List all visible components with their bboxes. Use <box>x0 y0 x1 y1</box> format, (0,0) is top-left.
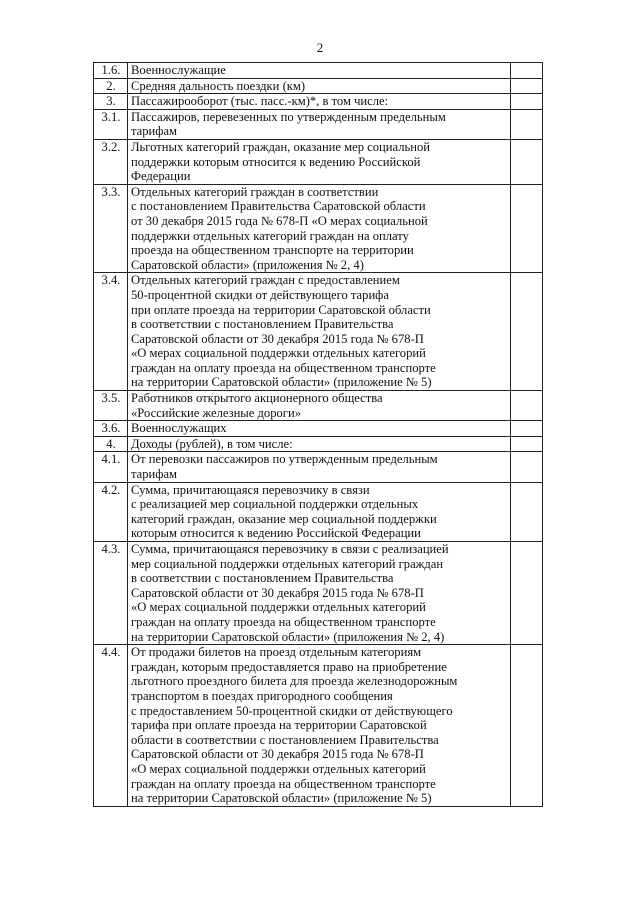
table-row <box>94 482 543 541</box>
row-description: Льготных категорий граждан, оказание мер социальной поддержки которым относится к ведению Российской Федерации <box>128 139 511 184</box>
row-description: Военнослужащие <box>128 63 511 79</box>
table-row <box>94 63 543 79</box>
table-row <box>94 109 543 139</box>
row-number: 1.6. <box>94 63 128 79</box>
row-value-cell <box>511 139 543 184</box>
table-row <box>94 452 543 482</box>
row-number: 4.4. <box>94 645 128 807</box>
row-description: Работников открытого акционерного общества «Российские железные дороги» <box>128 391 511 421</box>
row-description: Сумма, причитающаяся перевозчику в связи с реализацией мер социальной поддержки отдельных категорий граждан, оказание мер социальной поддержки которым относится к ведению Российской Федерации <box>128 482 511 541</box>
row-value-cell <box>511 452 543 482</box>
row-description: Пассажирооборот (тыс. пасс.-км)*, в том числе: <box>128 94 511 110</box>
row-description: От перевозки пассажиров по утвержденным предельным тарифам <box>128 452 511 482</box>
row-value-cell <box>511 436 543 452</box>
row-number: 3.3. <box>94 184 128 273</box>
row-number: 4.3. <box>94 542 128 645</box>
row-value-cell <box>511 109 543 139</box>
row-description: Отдельных категорий граждан в соответствии с постановлением Правительства Саратовской области от 30 декабря 2015 года № 678-П «О мерах социальной поддержки отдельных категорий граждан на оплату проезда на общественном транспорте на территории Саратовской области» (приложения № 2, 4) <box>128 184 511 273</box>
table-row <box>94 273 543 391</box>
row-value-cell <box>511 391 543 421</box>
row-number: 3.6. <box>94 421 128 437</box>
row-value-cell <box>511 184 543 273</box>
row-value-cell <box>511 94 543 110</box>
row-description: Доходы (рублей), в том числе: <box>128 436 511 452</box>
row-value-cell <box>511 542 543 645</box>
row-description: Сумма, причитающаяся перевозчику в связи с реализацией мер социальной поддержки отдельных категорий граждан в соответствии с постановлением Правительства Саратовской области от 30 декабря 2015 года № 678-П «О мерах социальной поддержки отдельных категорий граждан на оплату проезда на общественном транспорте на территории Саратовской области» (приложения № 2, 4) <box>128 542 511 645</box>
row-description: Отдельных категорий граждан с предоставлением 50-процентной скидки от действующего тарифа при оплате проезда на территории Саратовской области в соответствии с постановлением Правительства Саратовской области от 30 декабря 2015 года № 678-П «О мерах социальной поддержки отдельных категорий граждан на оплату проезда на общественном транспорте на территории Саратовской области» (приложение № 5) <box>128 273 511 391</box>
table-row <box>94 542 543 645</box>
row-value-cell <box>511 78 543 94</box>
row-number: 3. <box>94 94 128 110</box>
row-number: 3.4. <box>94 273 128 391</box>
row-number: 3.1. <box>94 109 128 139</box>
row-number: 4.1. <box>94 452 128 482</box>
table-row <box>94 139 543 184</box>
row-value-cell <box>511 273 543 391</box>
row-number: 2. <box>94 78 128 94</box>
row-value-cell <box>511 645 543 807</box>
row-number: 4.2. <box>94 482 128 541</box>
indicators-table-body <box>94 63 543 807</box>
table-row <box>94 78 543 94</box>
row-description: Военнослужащих <box>128 421 511 437</box>
table-row <box>94 184 543 273</box>
row-number: 3.2. <box>94 139 128 184</box>
page-number: 2 <box>316 40 324 55</box>
indicators-table <box>93 62 543 807</box>
row-number: 4. <box>94 436 128 452</box>
table-row <box>94 645 543 807</box>
row-description: Средняя дальность поездки (км) <box>128 78 511 94</box>
table-row <box>94 436 543 452</box>
row-value-cell <box>511 421 543 437</box>
row-description: От продажи билетов на проезд отдельным категориям граждан, которым предоставляется право на приобретение льготного проездного билета для проезда железнодорожным транспортом в поездах пригородного сообщения с предоставлением 50-процентной скидки от действующего тарифа при оплате проезда на территории Саратовской области в соответствии с постановлением Правительства Саратовской области от 30 декабря 2015 года № 678-П «О мерах социальной поддержки отдельных категорий граждан на оплату проезда на общественном транспорте на территории Саратовской области» (приложение № 5) <box>128 645 511 807</box>
table-row <box>94 421 543 437</box>
table-row <box>94 391 543 421</box>
row-number: 3.5. <box>94 391 128 421</box>
table-row <box>94 94 543 110</box>
row-value-cell <box>511 482 543 541</box>
row-description: Пассажиров, перевезенных по утвержденным предельным тарифам <box>128 109 511 139</box>
row-value-cell <box>511 63 543 79</box>
